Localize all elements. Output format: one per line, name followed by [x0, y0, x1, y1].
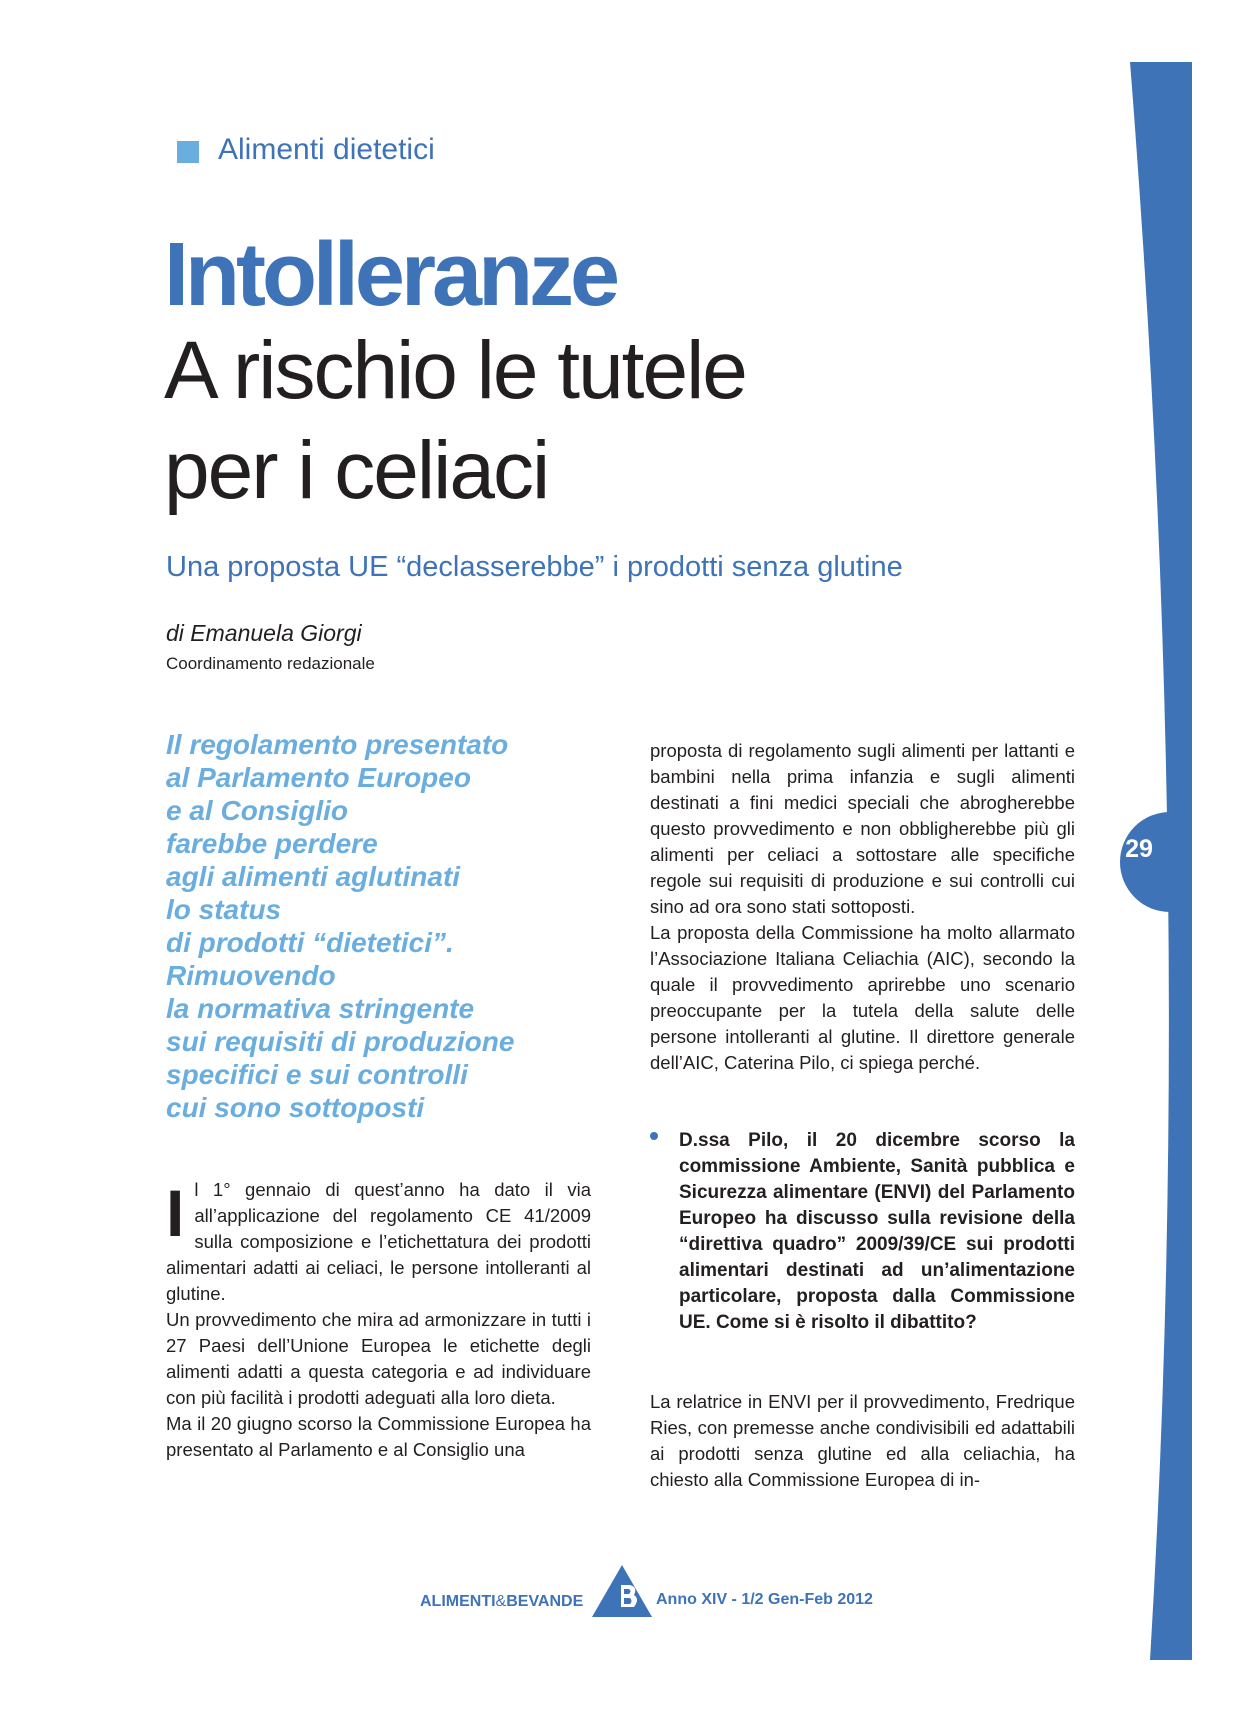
pull-quote-line: la normativa stringente: [166, 993, 475, 1024]
pull-quote-line: di prodotti “dietetici”.: [166, 927, 454, 958]
pull-quote-line: Il regolamento presentato: [166, 729, 509, 760]
bullet-icon: [650, 1132, 658, 1140]
pull-quote-line: al Parlamento Europeo: [166, 762, 471, 793]
body-column-right-continued: [650, 1389, 1075, 1493]
body-paragraph: Un provvedimento che mira ad armonizzare in tutti i 27 Paesi dell’Unione Europea le etichette degli alimenti adatti a questa categoria e ad individuare con più facilità i prodotti adeguati alla loro dieta.: [166, 1309, 591, 1408]
body-column-right: [650, 738, 1075, 1076]
pull-quote-line: farebbe perdere: [166, 828, 378, 859]
pull-quote-line: e al Consiglio: [166, 795, 349, 826]
issue-info: Anno XIV - 1/2 Gen-Feb 2012: [656, 1591, 873, 1608]
interview-question-text: D.ssa Pilo, il 20 dicembre scorso la commissione Ambiente, Sanità pubblica e Sicurezza alimentare (ENVI) del Parlamento Europeo ha discusso sulla revisione della “direttiva quadro” 2009/39/CE sui prodotti alimentari destinati ad un’alimentazione particolare, proposta dalla Commissione UE. Come si è risolto il dibattito?: [679, 1130, 1075, 1333]
article-title-line-2: per i celiaci: [164, 425, 549, 516]
section-label: Alimenti dietetici: [218, 133, 435, 166]
body-paragraph: La relatrice in ENVI per il provvedimento, Fredrique Ries, con premesse anche condivisibili ed adattabili ai prodotti senza glutine ed alla celiachia, ha chiesto alla Commissione Europea di in-: [650, 1391, 1075, 1490]
body-paragraph: La proposta della Commissione ha molto allarmato l’Associazione Italiana Celiachia (AIC), secondo la quale il provvedimento aprirebbe uno scenario preoccupante per la tutela della salute delle persone intolleranti al glutine. Il direttore generale dell’AIC, Caterina Pilo, ci spiega perché.: [650, 922, 1075, 1073]
pull-quote-line: agli alimenti aglutinati: [166, 861, 461, 892]
body-paragraph: Ma il 20 giugno scorso la Commissione Europea ha presentato al Parlamento e al Consiglio una: [166, 1413, 591, 1460]
byline: di Emanuela Giorgi: [166, 620, 362, 646]
magazine-logo-icon: [590, 1563, 654, 1619]
body-paragraph: proposta di regolamento sugli alimenti per lattanti e bambini nella prima infanzia e sugli alimenti destinati a fini medici speciali che abrogherebbe questo provvedimento e non obbligherebbe più gli alimenti per celiaci a sottostare alle specifiche regole sui requisiti di produzione e sui controlli cui sino ad ora sono stati sottoposti.: [650, 740, 1075, 917]
pull-quote-line: sui requisiti di produzione: [166, 1026, 515, 1057]
pull-quote-line: specifici e sui controlli: [166, 1059, 468, 1090]
page-number: 29: [1125, 835, 1153, 863]
interview-question: [650, 1128, 1075, 1336]
body-column-left: [166, 1177, 591, 1463]
pull-quote: [166, 728, 606, 1124]
drop-cap: I: [166, 1176, 185, 1250]
magazine-brand: ALIMENTI&BEVANDE: [420, 1593, 584, 1610]
body-paragraph: Il 1° gennaio di quest’anno ha dato il via all’applicazione del regolamento CE 41/2009 sulla composizione e l’etichettatura dei prodotti alimentari adatti ai celiaci, le persone intolleranti al glutine.: [166, 1176, 591, 1304]
author-role: Coordinamento redazionale: [166, 654, 375, 673]
pull-quote-line: cui sono sottoposti: [166, 1092, 425, 1123]
article-subtitle: Una proposta UE “declasserebbe” i prodotti senza glutine: [166, 551, 903, 583]
article-title-line-1: A rischio le tutele: [164, 325, 746, 416]
article-title-main: Intolleranze: [164, 225, 617, 325]
pull-quote-line: Rimuovendo: [166, 960, 336, 991]
section-marker-square: [177, 141, 199, 163]
pull-quote-line: lo status: [166, 894, 282, 925]
